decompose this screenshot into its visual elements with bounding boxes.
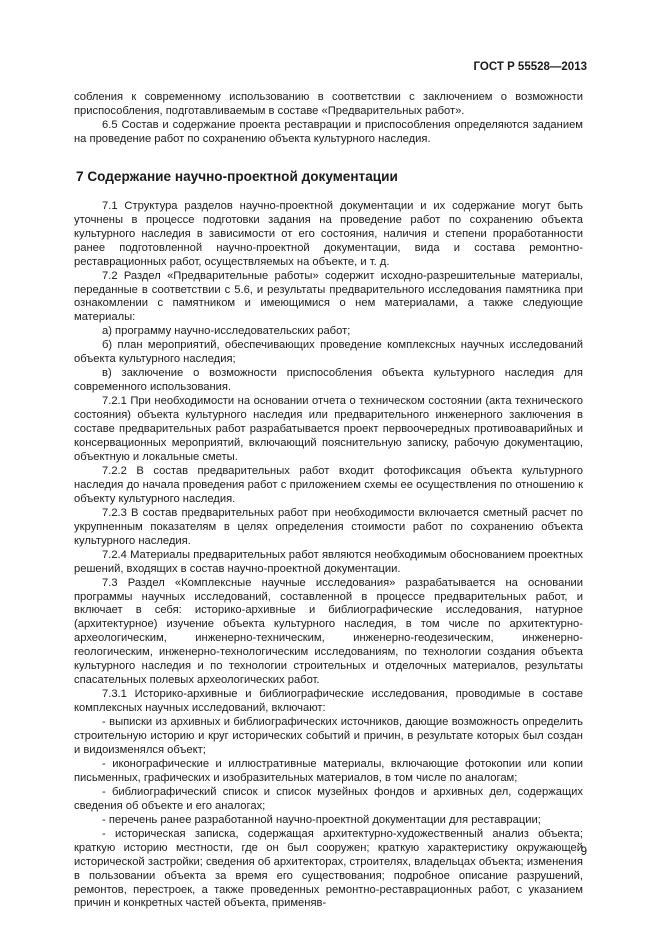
bullet-item: - иконографические и иллюстративные материалы, включающие фотокопии или копии письменных, графических и изобразительных материалов, в том числе по аналогам; — [74, 757, 583, 784]
paragraph-7-3-1: 7.3.1 Историко-архивные и библиографические исследования, проводимые в составе комплексных научных исследований, включают: — [74, 688, 583, 715]
section-title: 7 Содержание научно-проектной документации — [76, 168, 398, 184]
bullet-item: - перечень ранее разработанной научно-проектной документации для реставрации; — [102, 813, 541, 826]
list-item-c: в) заключение о возможности приспособления объекта культурного наследия для современного использования. — [74, 367, 583, 394]
paragraph-7-2-1: 7.2.1 При необходимости на основании отчета о техническом состоянии (акта технического состояния) объекта культурного наследия или предварительного инженерного заключения в составе предварительных работ разрабатывается проект первоочередных противоаварийных и консервационных мероприятий, включающий пояснительную записку, рабочую документацию, объектную и локальные сметы. — [74, 395, 583, 463]
paragraph-7-1: 7.1 Структура разделов научно-проектной документации и их содержание могут быть уточнены в процессе подготовки задания на проведение работ по сохранению объекта культурного наследия в зависимости от его состояния, наличия и степени проработанности ранее подготовленной научно-проектной документации, вида и состава ремонтно-реставрационных работ, осуществляемых на объекте, и т. д. — [74, 199, 583, 268]
bullet-item: - библиографический список и список музейных фондов и архивных дел, содержащих сведения об объекте и его аналогах; — [74, 785, 583, 812]
page-number: 9 — [580, 846, 587, 858]
list-item-a: а) программу научно-исследовательских работ; — [102, 325, 351, 338]
paragraph-7-2-4: 7.2.4 Материалы предварительных работ являются необходимым обоснованием проектных решений, входящих в состав научно-проектной документации. — [74, 548, 583, 575]
paragraph-7-2: 7.2 Раздел «Предварительные работы» содержит исходно-разрешительные материалы, переданные в соответствии с 5.6, и результаты предварительного исследования памятника при ознакомлении с памятником и имеющимися о нем материалами, а также следующие материалы: — [74, 269, 583, 324]
document-body — [74, 91, 583, 911]
list-item-b: б) план мероприятий, обеспечивающих проведение комплексных научных исследований объекта культурного наследия; — [74, 339, 583, 366]
paragraph-6-5: 6.5 Состав и содержание проекта реставрации и приспособления определяются заданием на проведение работ по сохранению объекта культурного наследия. — [74, 118, 583, 145]
paragraph-7-2-3: 7.2.3 В состав предварительных работ при необходимости включается сметный расчет по укрупненным показателям в целях определения стоимости работ по сохранению объекта культурного наследия. — [74, 506, 583, 547]
paragraph-intro-continuation: собления к современному использованию в соответствии с заключением о возможности приспособления, подготавливаемым в составе «Предварительных работ». — [74, 91, 583, 117]
bullet-item: - историческая записка, содержащая архитектурно-художественный анализ объекта; краткую историю местности, где он был сооружен; краткую характеристику окружающей исторической застройки; сведения об архитекторах, строителях, владельцах объекта; изменения в пользовании объекта за время его существования; подробное описание разрушений, ремонтов, перестроек, а также проведенных ремонтно-реставрационных работ, с указанием причин и конкретных частей объекта, применяв- — [74, 827, 583, 910]
paragraph-7-2-2: 7.2.2 В состав предварительных работ входит фотофиксация объекта культурного наследия до начала проведения работ с приложением схемы ее осуществления по отношению к объекту культурного наследия. — [74, 464, 583, 505]
standard-header: ГОСТ Р 55528—2013 — [473, 61, 587, 73]
bullet-item: - выписки из архивных и библиографических источников, дающие возможность определить строительную историю и круг исторических событий и причин, в результате которых был создан и видоизменялся объект; — [74, 716, 583, 756]
paragraph-7-3: 7.3 Раздел «Комплексные научные исследования» разрабатывается на основании программы научных исследований, составленной в процессе предварительных работ, и включает в себя: историко-архивные и библиографические исследования, натурное (архитектурное) изучение объекта культурного наследия, в том числе по архитектурно-археологическим, инженерно-техническим, инженерно-геодезическим, инженерно-геологическим, инженерно-технологическим исследованиям, по технологии создания объекта культурного наследия и по технологии строительных и отделочных материалов, результаты спасательных полевых археологических работ. — [74, 576, 583, 687]
